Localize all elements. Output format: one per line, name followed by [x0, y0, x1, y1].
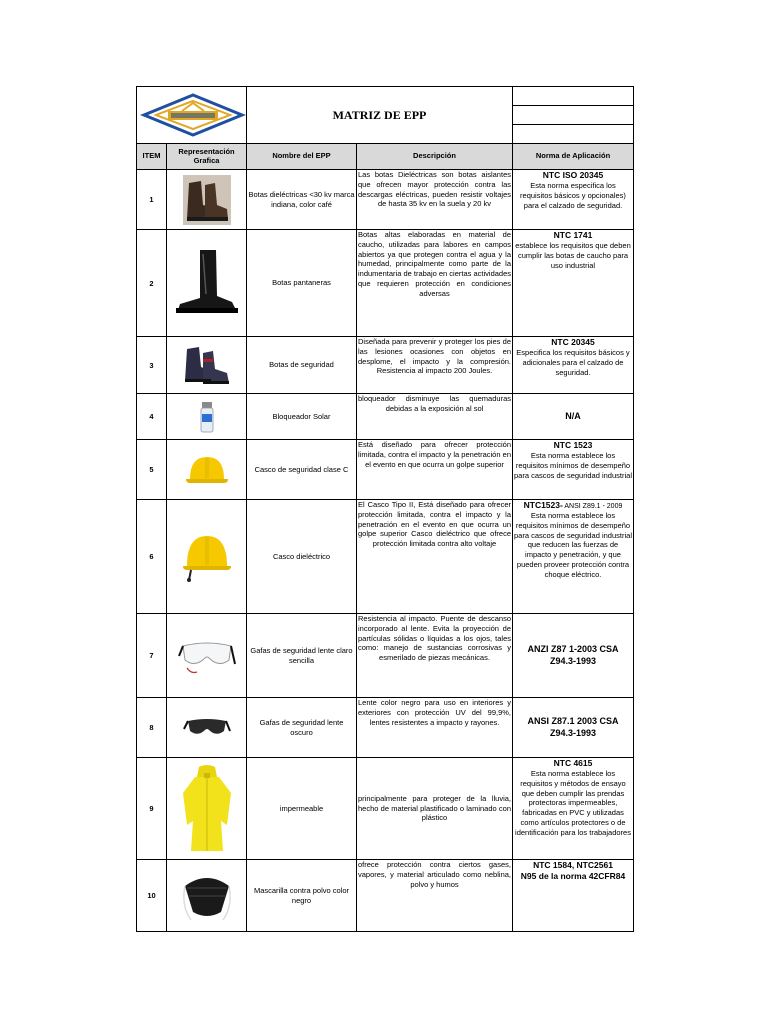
item-image	[167, 170, 247, 230]
table-header	[137, 144, 634, 170]
item-name: Botas dieléctricas <30 kv marca indiana, color café	[247, 170, 357, 230]
norm-text: Especifica los requisitos básicos y adicionales para el calzado de seguridad.	[516, 348, 630, 377]
item-image	[167, 698, 247, 758]
norm-code	[514, 500, 632, 511]
table-row	[137, 230, 634, 337]
item-norm	[513, 170, 634, 230]
norm-text: N95 de la norma 42CFR84	[520, 871, 626, 882]
table-row	[137, 170, 634, 230]
item-norm: ANZI Z87 1-2003 CSA Z94.3-1993	[513, 614, 634, 698]
header-norm: Norma de Aplicación	[513, 144, 634, 170]
item-name: Mascarilla contra polvo color negro	[247, 860, 357, 932]
item-description: Diseñada para prevenir y proteger los pies de las lesiones ocasiones con objetos en desplome, el impacto y la compresión. Resistencia al impacto 200 Joules.	[357, 337, 513, 394]
item-description: Las botas Dieléctricas son botas aislantes que ofrecen mayor protección contra las descargas eléctricas, pueden resistir voltajes de hasta 35 kv en la suela y 20 kv	[357, 170, 513, 230]
item-norm: ANSI Z87.1 2003 CSA Z94.3-1993	[513, 698, 634, 758]
header-item: ITEM	[137, 144, 167, 170]
dielectric-boots-icon	[183, 175, 231, 225]
item-norm	[513, 230, 634, 337]
table-row	[137, 500, 634, 614]
norm-text: Esta norma establece los requisitos mínimos de desempeño para cascos de seguridad industrial	[514, 451, 632, 480]
item-number: 9	[137, 758, 167, 860]
header-description: Descripción	[357, 144, 513, 170]
norm-code-extra: ANSI Z89.1 - 2009	[562, 503, 623, 510]
item-number: 3	[137, 337, 167, 394]
item-norm	[513, 440, 634, 500]
norm-text: Esta norma establece los requisitos mínimos de desempeño para cascos de seguridad industrial que reducen las fuerzas de impacto y penetración, y que pueden proveer protección contra choque eléctrico.	[514, 511, 632, 579]
item-norm: N/A	[513, 394, 634, 440]
dielectric-helmet-icon	[179, 530, 235, 584]
table-row	[137, 394, 634, 440]
item-name: impermeable	[247, 758, 357, 860]
rubber-boots-icon	[170, 248, 244, 318]
item-number: 6	[137, 500, 167, 614]
table-row	[137, 698, 634, 758]
item-number: 8	[137, 698, 167, 758]
epp-matrix-table	[136, 86, 634, 932]
item-number: 4	[137, 394, 167, 440]
item-number: 2	[137, 230, 167, 337]
dust-mask-icon	[177, 866, 237, 926]
item-description: bloqueador disminuye las quemaduras debidas a la exposición al sol	[357, 394, 513, 440]
item-description: Botas altas elaboradas en material de caucho, utilizadas para labores en campos abiertos ya que protegen contra el agua y la humedad, principalmente como parte de la indumentaria de trabajo en ciertas actividades que requieren protección en condiciones adversas	[357, 230, 513, 337]
item-norm	[513, 337, 634, 394]
norm-code-main: NTC1523-	[523, 500, 563, 510]
raincoat-icon	[177, 763, 237, 855]
dark-glasses-icon	[182, 713, 232, 743]
norm-code: NTC 20345	[551, 337, 595, 347]
norm-code: NTC 1523	[553, 440, 593, 450]
info-cell-2	[513, 106, 634, 125]
safety-boots-icon	[181, 343, 233, 387]
norm-code: NTC 4615	[553, 758, 593, 768]
table-row	[137, 440, 634, 500]
table-row	[137, 337, 634, 394]
item-description: El Casco Tipo II, Está diseñado para ofrecer protección limitada, contra el impacto y la penetración en el evento en que ocurra un golpe superior Casco dieléctrico que ofrece protección limitada contra alto voltaje	[357, 500, 513, 614]
norm-code: NTC 1741	[553, 230, 593, 240]
sunscreen-icon	[197, 400, 217, 434]
item-number: 7	[137, 614, 167, 698]
header-name: Nombre del EPP	[247, 144, 357, 170]
item-image	[167, 860, 247, 932]
item-image	[167, 230, 247, 337]
item-description: Resistencia al impacto. Puente de descanso incorporado al lente. Evita la proyección de partículas sólidas o líquidas a los ojos, tales como: manejo de sustancias corrosivas y esmerilado de piezas mecánicas.	[357, 614, 513, 698]
document-title: MATRIZ DE EPP	[247, 87, 513, 144]
norm-text: establece los requisitos que deben cumplir las botas de caucho para uso industrial	[515, 241, 631, 270]
item-number: 10	[137, 860, 167, 932]
item-name: Botas de seguridad	[247, 337, 357, 394]
item-description: Lente color negro para uso en interiores y exteriores con protección UV del 99,9%, lentes resistentes a impacto y rayones.	[357, 698, 513, 758]
table-row	[137, 860, 634, 932]
item-name: Botas pantaneras	[247, 230, 357, 337]
item-number: 1	[137, 170, 167, 230]
info-cell-3	[513, 125, 634, 144]
table-row	[137, 758, 634, 860]
item-description: principalmente para proteger de la lluvia, hecho de material plastificado o laminado con plástico	[357, 758, 513, 860]
item-image	[167, 394, 247, 440]
hard-hat-icon	[184, 451, 230, 489]
norm-code: NTC 1584, NTC2561	[533, 860, 613, 870]
item-name: Gafas de seguridad lente claro sencilla	[247, 614, 357, 698]
item-name: Gafas de seguridad lente oscuro	[247, 698, 357, 758]
item-number: 5	[137, 440, 167, 500]
norm-text: Esta norma establece los requisitos y métodos de ensayo que deben cumplir las prendas protectoras impermeables, fabricadas en PVC y utilizadas como artículos protectores o de identificación para los trabajadores	[515, 769, 631, 837]
info-cell-1	[513, 87, 634, 106]
norm-code: NTC ISO 20345	[542, 170, 604, 180]
item-image	[167, 500, 247, 614]
company-logo-icon	[138, 91, 247, 139]
norm-text: Esta norma especifica los requisitos básicos y opcionales) para el calzado de seguridad.	[520, 181, 626, 210]
item-norm	[513, 758, 634, 860]
item-description: Está diseñado para ofrecer protección limitada, contra el impacto y la penetración en el evento en que ocurra un golpe superior	[357, 440, 513, 500]
item-name: Casco dieléctrico	[247, 500, 357, 614]
item-image	[167, 614, 247, 698]
item-norm	[513, 500, 634, 614]
item-name: Bloqueador Solar	[247, 394, 357, 440]
item-name: Casco de seguridad clase C	[247, 440, 357, 500]
item-image	[167, 758, 247, 860]
company-logo	[137, 87, 247, 144]
item-image	[167, 337, 247, 394]
clear-glasses-icon	[177, 634, 237, 678]
item-description: ofrece protección contra ciertos gases, vapores, y material articulado como neblina, polvo y humos	[357, 860, 513, 932]
item-image	[167, 440, 247, 500]
item-norm	[513, 860, 634, 932]
header-representation: Representación Grafica	[167, 144, 247, 170]
table-row	[137, 614, 634, 698]
